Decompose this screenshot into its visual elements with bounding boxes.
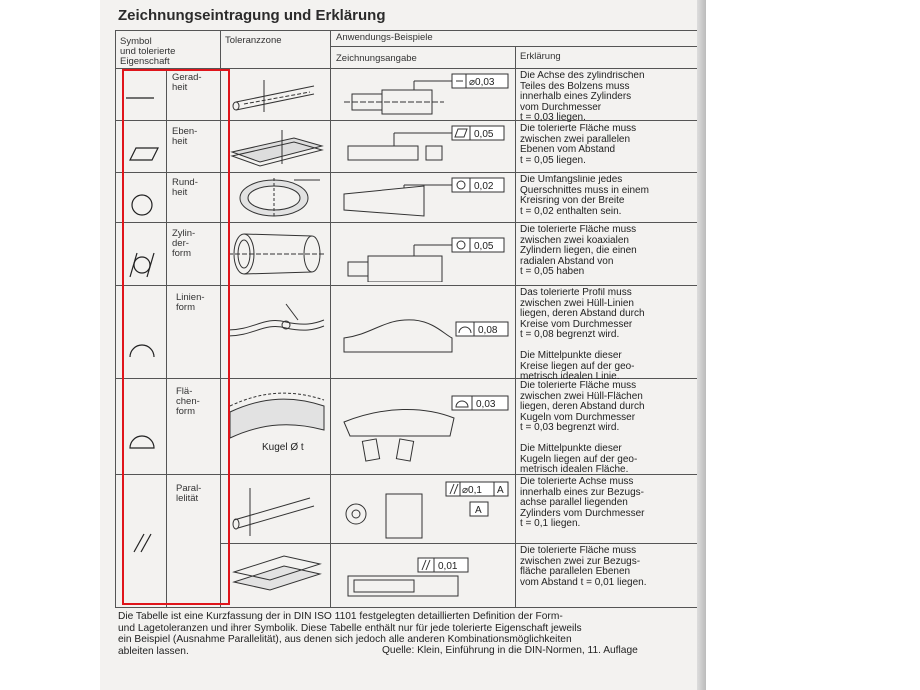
page-title: Zeichnungseintragung und Erklärung xyxy=(118,7,386,24)
explanation-parallelitaet: Die tolerierte Achse muss innerhalb eines zur Bezugs- achse parallel liegenden Zylinders vom Durchmesser t = 0,1 liegen. xyxy=(520,477,645,529)
zone-zylinderform-sketch xyxy=(224,226,328,282)
row-name-zylinderform: Zylin- der- form xyxy=(172,228,196,259)
source-citation: Quelle: Klein, Einführung in die DIN-Normen, 11. Auflage xyxy=(382,645,638,656)
zone-parallel-ebene-sketch xyxy=(224,548,328,604)
drawing-linienform xyxy=(334,290,512,376)
zone-label-kugel: Kugel Ø t xyxy=(262,442,304,453)
highlight-rectangle xyxy=(122,69,230,605)
zone-ebenheit-sketch xyxy=(224,124,328,170)
explanation-flaechenform: Die tolerierte Fläche muss zwischen zwei Hüll-Flächen liegen, deren Abstand durch Kugeln vom Durchmesser t = 0,03 begrenzt wird. Die Mittelpunkte dieser Kugeln liegen auf der geo- metrisch idealen Fläche. xyxy=(520,381,645,475)
explanation-rundheit: Die Umfangslinie jedes Querschnittes muss in einem Kreisring von der Breite t = 0,02 enthalten sein. xyxy=(520,175,649,217)
zone-parallelitaet-sketch xyxy=(224,480,328,540)
explanation-linienform: Das tolerierte Profil muss zwischen zwei Hüll-Linien liegen, deren Abstand durch Kreise vom Durchmesser t = 0,08 begrenzt wird. Die Mittelpunkte dieser Kreise liegen auf der geo- metrisch idealen Linie. xyxy=(520,288,645,382)
zone-flaechenform-sketch xyxy=(224,382,328,472)
row-name-parallelitaet: Paral- lelität xyxy=(176,483,202,504)
explanation-zylinderform: Die tolerierte Fläche muss zwischen zwei koaxialen Zylindern liegen, die einen radialen Abstand von t = 0,05 haben xyxy=(520,225,637,277)
frame-zylinderform: 0,05 xyxy=(474,241,494,252)
frame-geradheit: ⌀0,03 xyxy=(469,77,495,88)
drawing-geradheit xyxy=(334,72,512,118)
explanation-parallel-ebene: Die tolerierte Fläche muss zwischen zwei zur Bezugs- fläche parallelen Ebenen vom Abstand t = 0,01 liegen. xyxy=(520,546,647,588)
explanation-geradheit: Die Achse des zylindrischen Teiles des Bolzens muss innerhalb eines Zylinders vom Durchmesser t = 0,03 liegen. xyxy=(520,71,645,123)
header-toleranzzone: Toleranzzone xyxy=(225,35,282,46)
frame-parallelitaet: ⌀0,1 xyxy=(462,485,482,496)
drawing-zylinderform xyxy=(334,226,512,282)
drawing-parallel-ebene xyxy=(334,548,512,604)
header-zeichnungsangabe: Zeichnungsangabe xyxy=(336,53,417,64)
drawing-ebenheit xyxy=(334,124,512,170)
frame-ebenheit: 0,05 xyxy=(474,129,494,140)
row-name-flaechenform: Flä- chen- form xyxy=(176,386,200,417)
drawing-rundheit xyxy=(334,176,512,220)
row-name-linienform: Linien- form xyxy=(176,292,205,313)
drawing-parallelitaet xyxy=(334,480,512,542)
row-name-geradheit: Gerad- heit xyxy=(172,72,202,93)
footer-note: Die Tabelle ist eine Kurzfassung der in DIN ISO 1101 festgelegten detaillierten Definition der Form- und Lagetoleranzen und ihrer Symbolik. Diese Tabelle enthält nur für jede tolerierte Eigenschaft jeweils ein Beispiel (Ausnahme Parallelität), aus denen sich jedoch alle anderen Kombinationsmöglichkeiten ableiten lassen. xyxy=(118,611,582,657)
frame-flaechenform: 0,03 xyxy=(476,399,496,410)
header-symbol: Symbol und tolerierte Eigenschaft xyxy=(120,36,176,67)
page-edge xyxy=(697,0,706,690)
zone-geradheit-sketch xyxy=(224,72,328,118)
header-anwendung: Anwendungs-Beispiele xyxy=(336,32,433,43)
datum-label: A xyxy=(475,505,482,516)
row-name-ebenheit: Eben- heit xyxy=(172,126,198,147)
drawing-flaechenform xyxy=(334,382,512,472)
row-name-rundheit: Rund- heit xyxy=(172,177,198,198)
explanation-ebenheit: Die tolerierte Fläche muss zwischen zwei parallelen Ebenen vom Abstand t = 0,05 liegen. xyxy=(520,124,637,166)
frame-parallel-ebene: 0,01 xyxy=(438,561,458,572)
frame-linienform: 0,08 xyxy=(478,325,498,336)
zone-linienform-sketch xyxy=(224,290,328,376)
frame-rundheit: 0,02 xyxy=(474,181,494,192)
header-erklaerung: Erklärung xyxy=(520,51,561,62)
frame-datum: A xyxy=(497,485,504,496)
zone-rundheit-sketch xyxy=(224,176,328,220)
